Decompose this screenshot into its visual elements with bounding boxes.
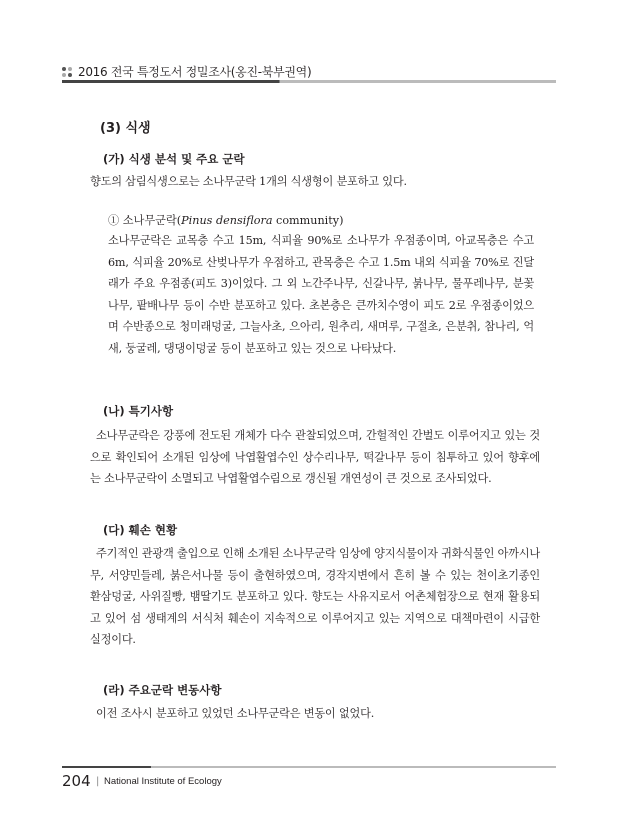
footer-separator: |	[96, 776, 100, 787]
subsection-heading-c: (다) 훼손 현황	[103, 523, 178, 537]
subsection-heading-a: (가) 식생 분석 및 주요 군락	[103, 152, 245, 166]
subsection-d-body: 이전 조사시 분포하고 있었던 소나무군락은 변동이 없었다.	[96, 707, 375, 720]
header-title: 2016 전국 특정도서 정밀조사(옹진-북부권역)	[78, 65, 312, 79]
community-item-title: ① 소나무군락(Pinus densiflora community)	[108, 214, 344, 227]
footer-institute: National Institute of Ecology	[104, 776, 222, 787]
footer-divider	[62, 766, 556, 768]
page-number: 204	[62, 772, 91, 790]
section-title: (3) 식생	[100, 121, 151, 136]
subsection-heading-b: (나) 특기사항	[103, 404, 174, 418]
header-dots-icon	[62, 67, 72, 77]
subsection-a-intro: 향도의 삼림식생으로는 소나무군락 1개의 식생형이 분포하고 있다.	[90, 175, 407, 188]
subsection-c-body: 주기적인 관광객 출입으로 인해 소개된 소나무군락 임상에 양지식물이자 귀화식물인 아까시나무, 서양민들레, 붉은서나물 등이 출현하였으며, 경작지변에서 흔히 볼 수 있는 천이초기종인 환삼덩굴, 사위질빵, 뱀딸기도 분포하고 있다. 향도는 사유지로서 어촌체험장으로 현재 활용되고 있어 섬 생태계의 서식처 훼손이 지속적으로 이루어지고 있는 지역으로 대책마련이 시급한 실정이다.	[90, 547, 540, 647]
community-item-body: 소나무군락은 교목층 수고 15m, 식피율 90%로 소나무가 우점종이며, 아교목층은 수고 6m, 식피율 20%로 산벚나무가 우점하고, 관목층은 수고 1.5m 내외 식피율 70%로 진달래가 주요 우점종(피도 3)이었다. 그 외 노간주나무, 신갈나무, 붉나무, 물푸레나무, 분꽃나무, 팥배나무 등이 수반 분포하고 있다. 초본층은 큰까치수영이 피도 2로 우점종이었으며 수반종으로 청미래덩굴, 그늘사초, 으아리, 원추리, 새며루, 구절초, 은분취, 참나리, 억새, 둥굴레, 댕댕이덩굴 등이 분포하고 있는 것으로 나타났다.	[108, 234, 534, 355]
subsection-heading-d: (라) 주요군락 변동사항	[103, 683, 222, 697]
subsection-b-body: 소나무군락은 강풍에 전도된 개체가 다수 관찰되었으며, 간헐적인 간벌도 이루어지고 있는 것으로 확인되어 소개된 임상에 낙엽활엽수인 상수리나무, 떡갈나무 등이 침투하고 있어 향후에는 소나무군락이 소멸되고 낙엽활엽수림으로 갱신될 개연성이 큰 것으로 조사되었다.	[90, 429, 540, 486]
header-divider	[62, 80, 556, 83]
page-header	[62, 63, 311, 80]
